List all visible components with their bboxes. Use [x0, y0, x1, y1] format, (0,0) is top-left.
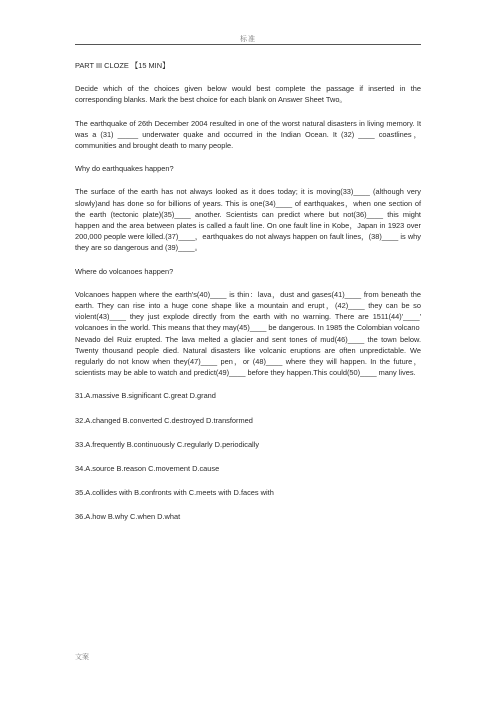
instructions-paragraph: Decide which of the choices given below would best complete the passage if inserted in the corresponding blanks. Mark the best choice for each blank on Answer Sheet Two。 — [75, 84, 421, 105]
question-34: 34.A.source B.reason C.movement D.cause — [75, 464, 220, 474]
question-35: 35.A.collides with B.confronts with C.meets with D.faces with — [75, 488, 274, 498]
document-body — [75, 60, 421, 536]
passage-paragraph-3a: Volcanoes happen where the earth's(40)____ is thin：lava，dust and gases(41)____ from beneath the earth. They can rise into a huge cone shape like a mountain and erupt，(42)____ they can be so violent(43)____ they just explode directly from the earth with no warning. There are 1511(44)'____' volcanoes in the world. This means that they may(45)____ be dangerous. In 1985 the Colombian volcano — [75, 289, 421, 333]
section-title: PART III CLOZE 【15 MIN】 — [75, 61, 170, 70]
passage-paragraph-1: The earthquake of 26th December 2004 resulted in one of the worst natural disasters in living memory. It was a (31) _____ underwater quake and occurred in the Indian Ocean. It (32) ____ coastlines，communities and brought death to many people. — [75, 118, 421, 151]
page-header-label: 标准 — [240, 36, 256, 43]
passage-paragraph-2: The surface of the earth has not always looked as it does today; it is moving(33)____ (although very slowly)and has done so for billions of years. This is one(34)____ of earthquakes，when one section of the earth (tectonic plate)(35)____ another. Scientists can predict where but not(36)____ this might happen and the area between plates is called a fault line. On one fault line in Kobe，Japan in 1923 over 200,000 people were killed.(37)____，earthquakes do not always happen on fault lines，(38)____ is why they are so dangerous and (39)____。 — [75, 187, 421, 253]
question-31: 31.A.massive B.significant C.great D.grand — [75, 391, 216, 401]
question-33: 33.A.frequently B.continuously C.regularly D.periodically — [75, 439, 260, 449]
question-32: 32.A.changed B.converted C.destroyed D.transformed — [75, 415, 253, 425]
passage-paragraph-3b: Nevado del Ruiz erupted. The lava melted a glacier and sent tones of mud(46)____ the town below. Twenty thousand people died. Natural disasters like volcanic eruptions are often unpredictable. We regularly do not know when they(47)____ pen，or (48)____ where they will happen. In the future，scientists may be able to watch and predict(49)____ before they happen.This could(50)____ many lives. — [75, 334, 421, 378]
heading-earthquakes: Why do earthquakes happen? — [75, 164, 174, 174]
heading-volcanoes: Where do volcanoes happen? — [75, 266, 174, 276]
header-divider — [75, 44, 421, 45]
page-footer-label: 文案 — [75, 654, 89, 661]
question-36: 36.A.how B.why C.when D.what — [75, 512, 181, 522]
